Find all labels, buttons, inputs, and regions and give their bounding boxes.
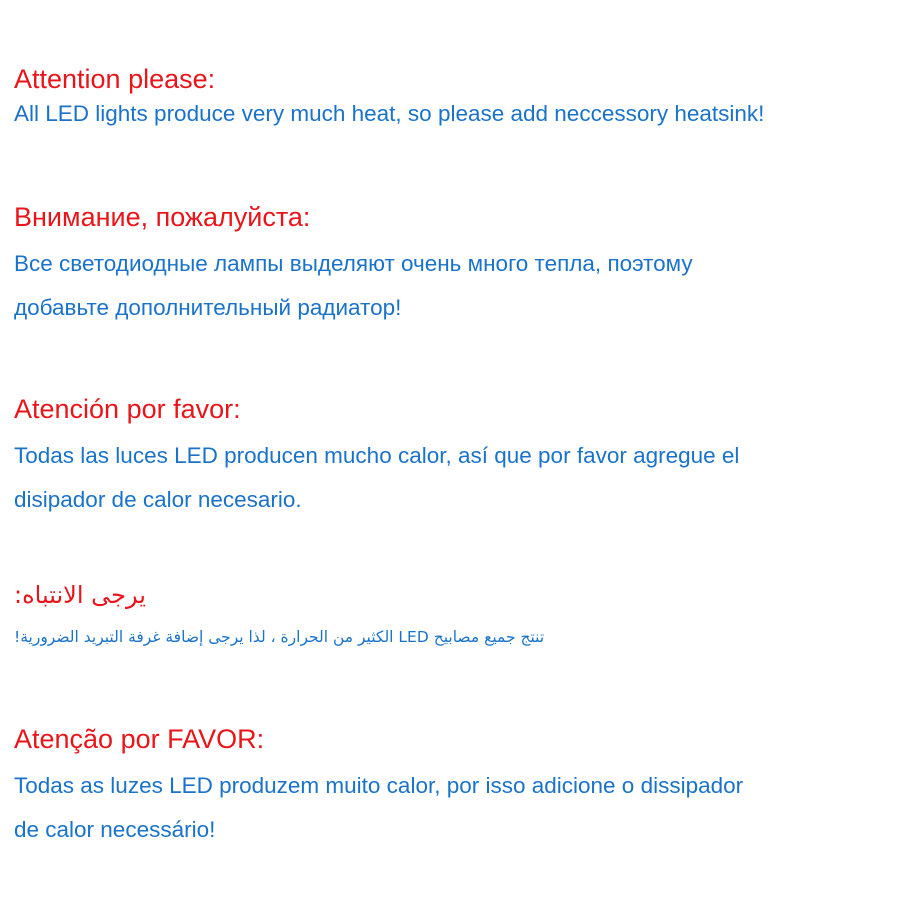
body-english-line: All LED lights produce very much heat, so please add neccessory heatsink! — [14, 101, 765, 126]
body-arabic-line: تنتج جميع مصابيح LED الكثير من الحرارة ، لذا يرجى إضافة غرفة التبريد الضرورية! — [14, 628, 545, 646]
notice-arabic — [14, 578, 890, 652]
notice-spanish — [14, 392, 890, 522]
heading-arabic: يرجى الانتباه: — [14, 581, 146, 609]
body-spanish — [14, 434, 890, 522]
heading-portuguese: Atenção por FAVOR: — [14, 724, 265, 754]
notice-english — [14, 62, 890, 129]
heading-english: Attention please: — [14, 64, 216, 94]
notice-portuguese — [14, 722, 890, 852]
body-spanish-line: Todas las luces LED producen mucho calor, así que por favor agregue el — [14, 443, 740, 468]
notice-russian — [14, 200, 890, 330]
body-russian-line: добавьте дополнительный радиатор! — [14, 295, 402, 320]
body-russian — [14, 242, 890, 330]
body-russian-line: Все светодиодные лампы выделяют очень много тепла, поэтому — [14, 251, 693, 276]
heading-spanish: Atención por favor: — [14, 394, 241, 424]
body-portuguese-line: de calor necessário! — [14, 817, 216, 842]
heading-russian: Внимание, пожалуйста: — [14, 202, 311, 232]
body-english — [14, 99, 890, 129]
body-spanish-line: disipador de calor necesario. — [14, 487, 302, 512]
body-arabic — [14, 622, 890, 652]
body-portuguese — [14, 764, 890, 852]
body-portuguese-line: Todas as luzes LED produzem muito calor, por isso adicione o dissipador — [14, 773, 744, 798]
